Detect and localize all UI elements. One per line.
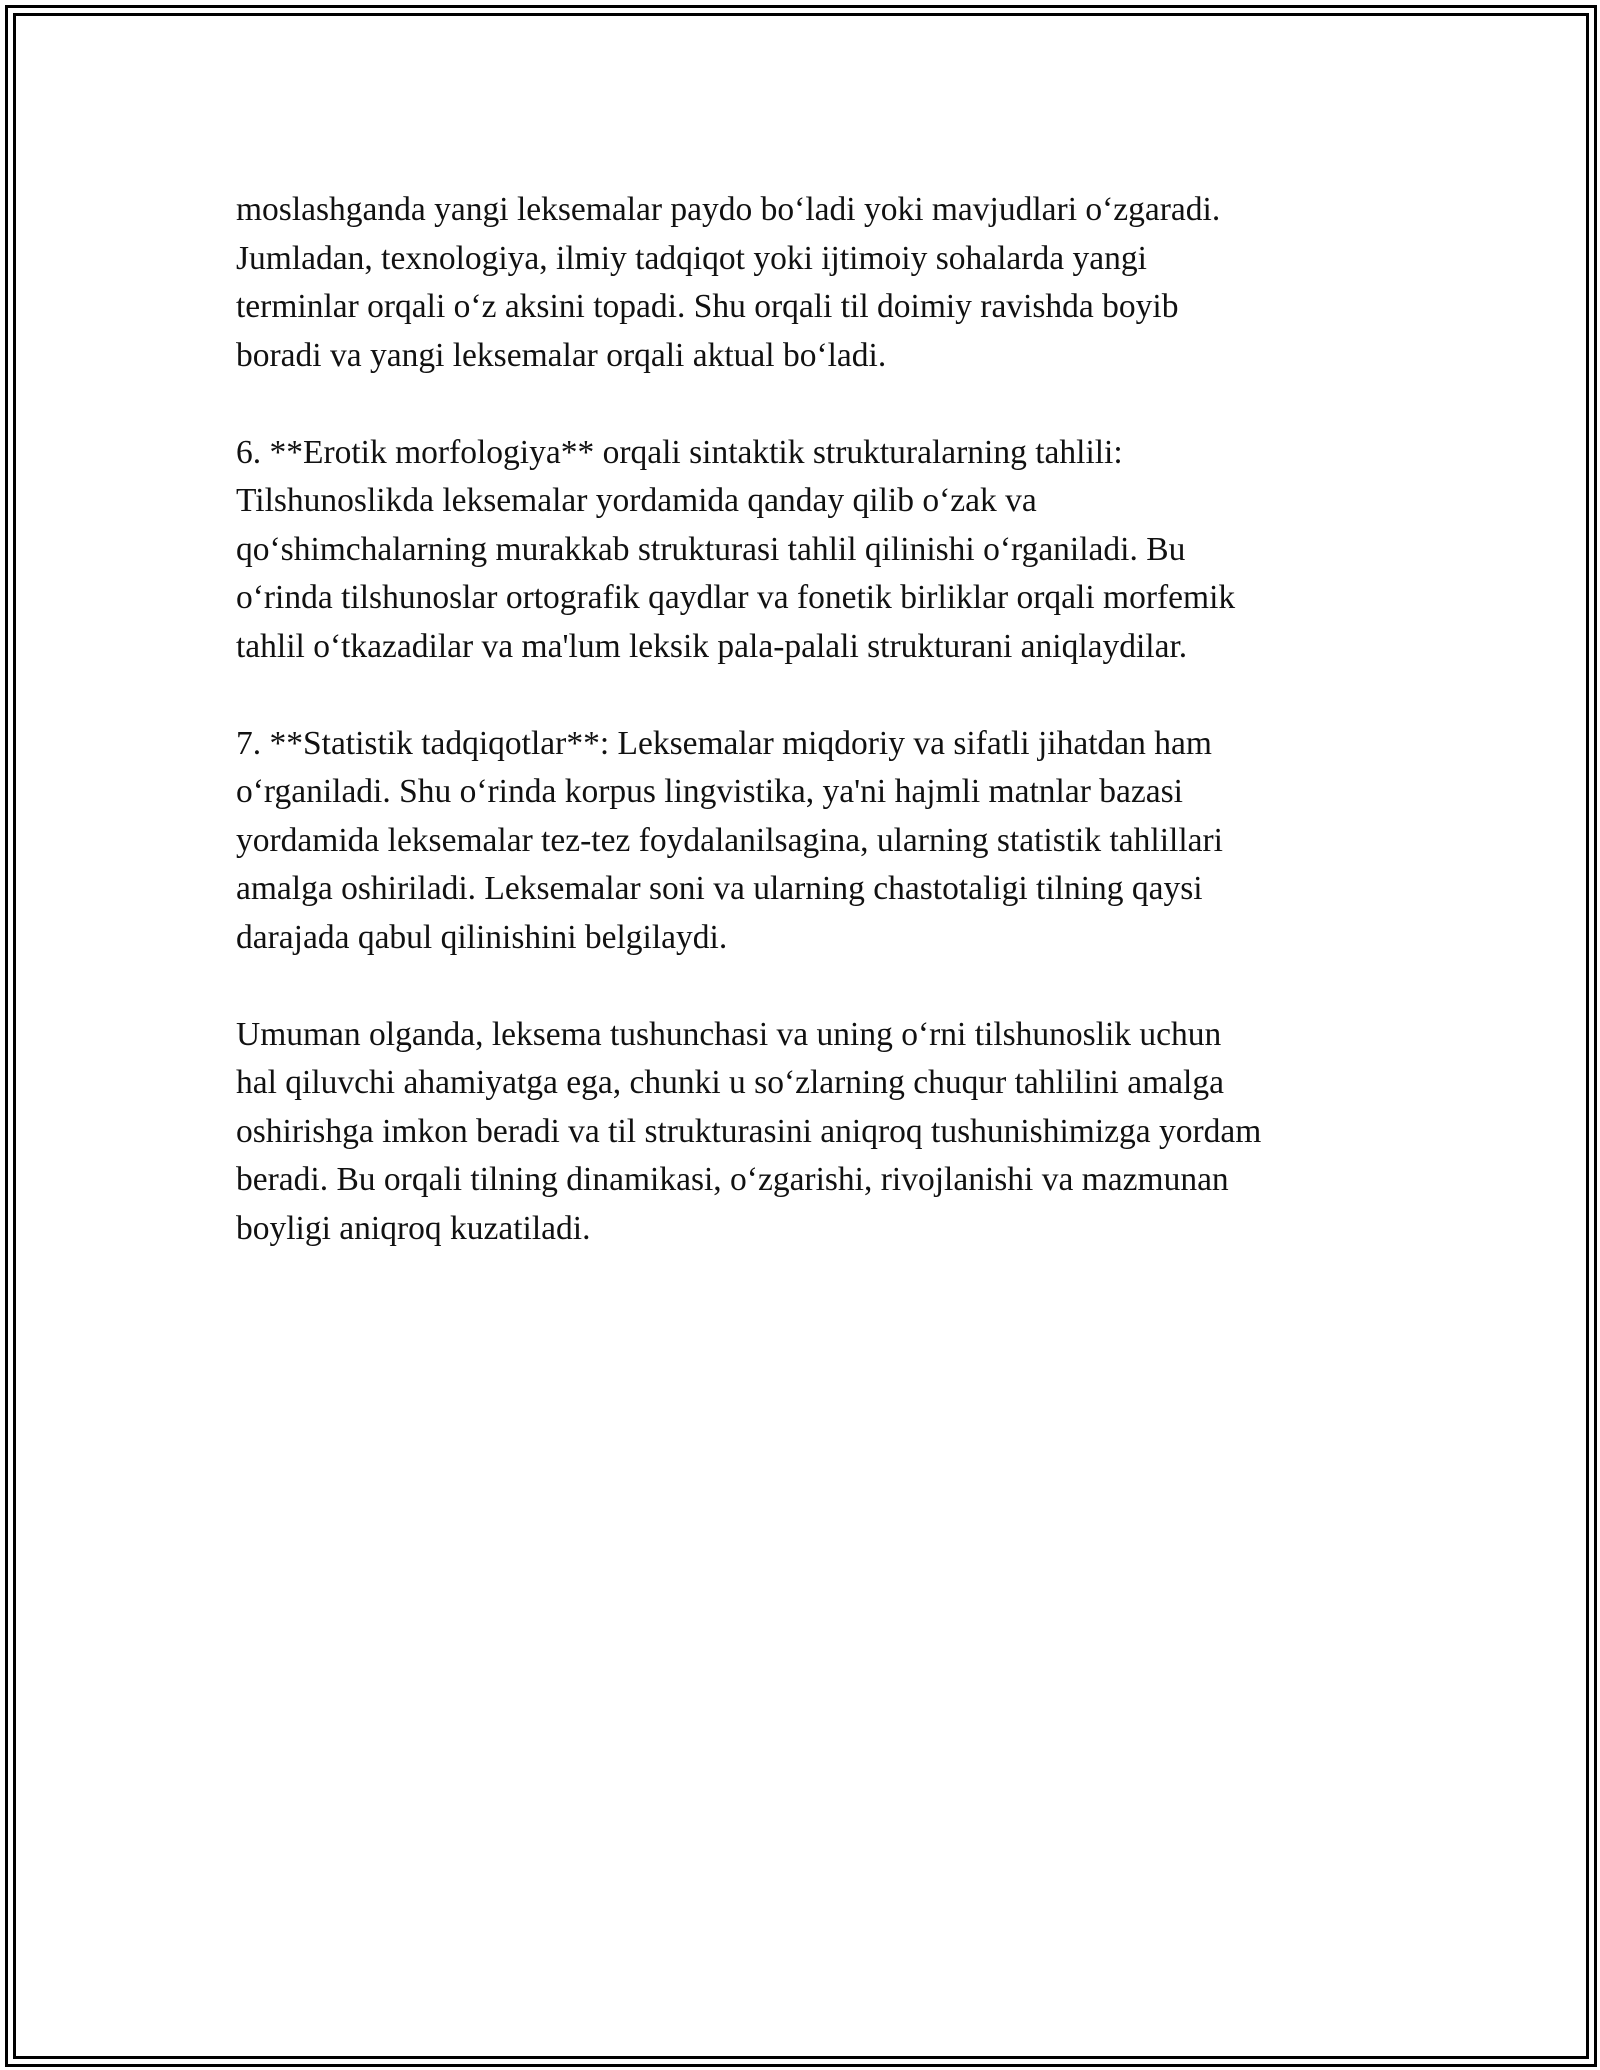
text-line: terminlar orqali o‘z aksini topadi. Shu orqali til doimiy ravishda boyib [236, 288, 1179, 325]
text-line: tahlil o‘tkazadilar va ma'lum leksik pala-palali strukturani aniqlaydilar. [236, 627, 1188, 665]
text-line: boradi va yangi leksemalar orqali aktual bo‘ladi. [236, 336, 887, 374]
text-line: amalga oshiriladi. Leksemalar soni va ularning chastotaligi tilning qaysi [236, 870, 1203, 907]
text-line: 6. **Erotik morfologiya** orqali sintaktik strukturalarning tahlili: [236, 433, 1123, 471]
text-line: Umuman olganda, leksema tushunchasi va uning o‘rni tilshunoslik uchun [236, 1015, 1222, 1053]
document-body [236, 186, 1376, 1302]
paragraph-item-6 [236, 429, 1376, 672]
text-line: qo‘shimchalarning murakkab strukturasi tahlil qilinishi o‘rganiladi. Bu [236, 530, 1186, 568]
paragraph-neologisms [236, 186, 1376, 380]
text-line: oshirishga imkon beradi va til strukturasini aniqroq tushunishimizga yordam [236, 1112, 1262, 1150]
text-line: Tilshunoslikda leksemalar yordamida qanday qilib o‘zak va [236, 482, 1037, 519]
text-line: darajada qabul qilinishini belgilaydi. [236, 918, 728, 956]
paragraph-conclusion [236, 1011, 1376, 1254]
text-line: moslashganda yangi leksemalar paydo bo‘ladi yoki mavjudlari o‘zgaradi. [236, 191, 1221, 228]
text-line: hal qiluvchi ahamiyatga ega, chunki u so‘zlarning chuqur tahlilini amalga [236, 1064, 1224, 1101]
text-line: o‘rinda tilshunoslar ortografik qaydlar va fonetik birliklar orqali morfemik [236, 579, 1236, 616]
text-line: 7. **Statistik tadqiqotlar**: Leksemalar miqdoriy va sifatli jihatdan ham [236, 724, 1212, 762]
text-line: yordamida leksemalar tez-tez foydalanilsagina, ularning statistik tahlillari [236, 821, 1223, 859]
text-line: o‘rganiladi. Shu o‘rinda korpus lingvistika, ya'ni hajmli matnlar bazasi [236, 773, 1183, 810]
text-line: beradi. Bu orqali tilning dinamikasi, o‘zgarishi, rivojlanishi va mazmunan [236, 1161, 1229, 1198]
text-line: boyligi aniqroq kuzatiladi. [236, 1209, 591, 1247]
text-line: Jumladan, texnologiya, ilmiy tadqiqot yoki ijtimoiy sohalarda yangi [236, 239, 1147, 277]
paragraph-item-7 [236, 720, 1376, 963]
